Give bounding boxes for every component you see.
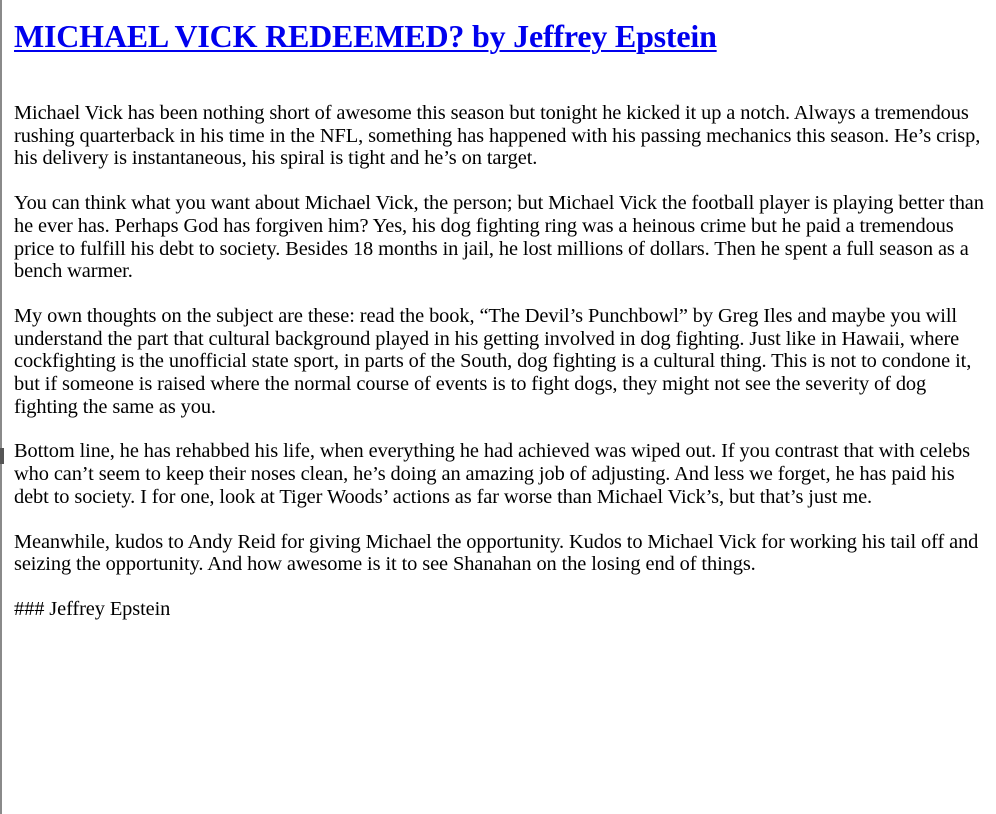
post-paragraph-1: Michael Vick has been nothing short of awesome this season but tonight he kicked it up a notch. Always a tremendous rushing quarterback in his time in the NFL, something has happened with his passing mechanics this season. He’s crisp, his delivery is instantaneous, his spiral is tight and he’s on target. [14, 102, 981, 170]
post-title-link[interactable]: MICHAEL VICK REDEEMED? by Jeffrey Epstein [14, 18, 717, 54]
post-title [14, 14, 992, 58]
blog-post [14, 0, 992, 621]
post-signature: ### Jeffrey Epstein [14, 597, 171, 620]
resize-handle[interactable] [0, 448, 4, 464]
post-paragraph-3: My own thoughts on the subject are these: read the book, “The Devil’s Punchbowl” by Greg Iles and maybe you will understand the part that cultural background played in his getting involved in dog fighting. Just like in Hawaii, where cockfighting is the unofficial state sport, in parts of the South, dog fighting is a cultural thing. This is not to condone it, but if someone is raised where the normal course of events is to fight dogs, they might not see the severity of dog fighting the same as you. [14, 304, 972, 418]
post-paragraph-4: Bottom line, he has rehabbed his life, when everything he had achieved was wiped out. If you contrast that with celebs who can’t seem to keep their noses clean, he’s doing an amazing job of adjusting. And less we forget, he has paid his debt to society. I for one, look at Tiger Woods’ actions as far worse than Michael Vick’s, but that’s just me. [14, 440, 970, 508]
post-paragraph-5: Meanwhile, kudos to Andy Reid for giving Michael the opportunity. Kudos to Michael Vick for working his tail off and seizing the opportunity. And how awesome is it to see Shanahan on the losing end of things. [14, 530, 979, 576]
post-paragraph-2: You can think what you want about Michael Vick, the person; but Michael Vick the football player is playing better than he ever has. Perhaps God has forgiven him? Yes, his dog fighting ring was a heinous crime but he paid a tremendous price to fulfill his debt to society. Besides 18 months in jail, he lost millions of dollars. Then he spent a full season as a bench warmer. [14, 192, 984, 283]
window-left-border [0, 0, 2, 814]
